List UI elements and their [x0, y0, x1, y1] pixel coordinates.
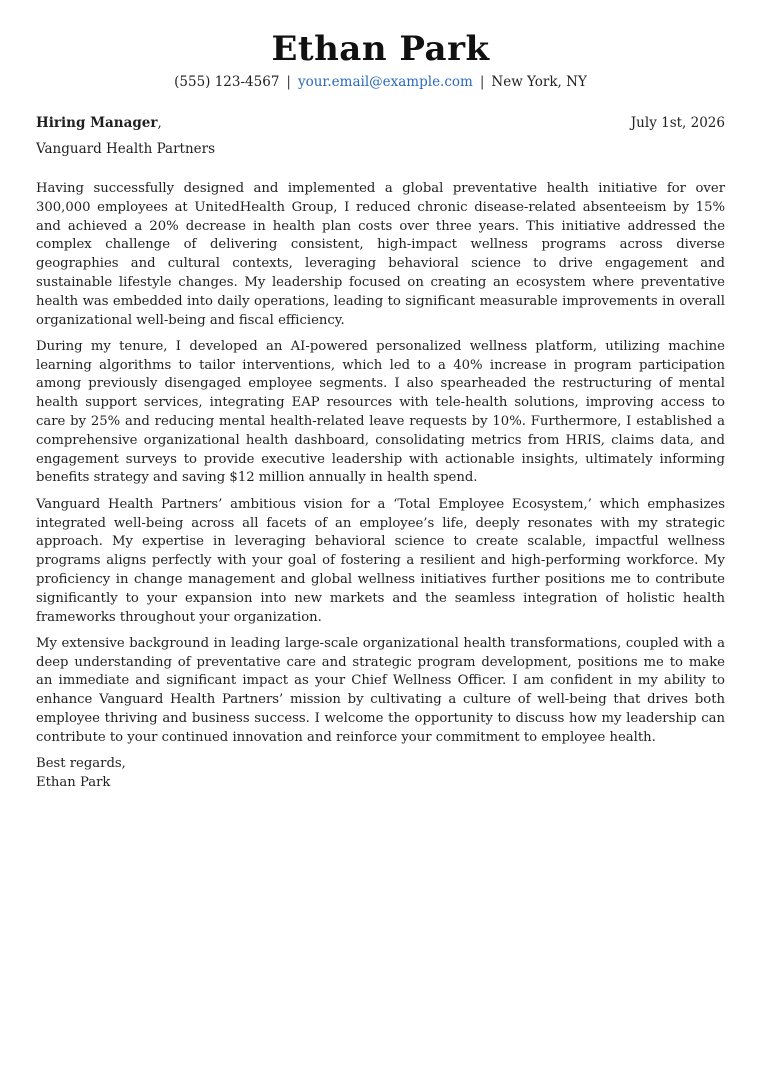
body-paragraph: During my tenure, I developed an AI-powered personalized wellness platform, utilizing machine learning algorithms to tailor interventions, which led to a 40% increase in program participation among previously disengaged employee segments. I also spearheaded the restructuring of mental health support services, integrating EAP resources with tele-health solutions, improving access to care by 25% and reducing mental health-related leave requests by 10%. Furthermore, I established a comprehensive organizational health dashboard, consolidating metrics from HRIS, claims data, and engagement surveys to provide executive leadership with actionable insights, ultimately informing benefits strategy and saving $12 million annually in health spend. [36, 338, 725, 486]
body-paragraph: My extensive background in leading large-scale organizational health transformations, coupled with a deep understanding of preventative care and strategic program development, positions me to make an immediate and significant impact as your Chief Wellness Officer. I am confident in my ability to enhance Vanguard Health Partners’ mission by cultivating a culture of well-being that drives both employee thriving and business success. I welcome the opportunity to discuss how my leadership can contribute to your continued innovation and reinforce your commitment to employee health. [36, 635, 725, 745]
location-text: New York, NY [491, 74, 587, 90]
recipient-row [36, 114, 725, 132]
letter-closing [36, 755, 725, 793]
valediction: Best regards, [36, 756, 126, 772]
letter-body [36, 180, 725, 793]
recipient-title-punctuation: , [157, 115, 162, 131]
contact-line [36, 73, 725, 91]
body-paragraph: Vanguard Health Partners’ ambitious vision for a ‘Total Employee Ecosystem,’ which emphasizes integrated well-being across all facets of an employee’s life, deeply resonates with my strategic approach. My expertise in leveraging behavioral science to create scalable, impactful wellness programs aligns perfectly with your goal of fostering a resilient and high-performing workforce. My proficiency in change management and global wellness initiatives further positions me to contribute significantly to your expansion into new markets and the seamless integration of holistic health frameworks throughout your organization. [36, 496, 725, 625]
recipient-title: Hiring Manager [36, 115, 158, 131]
contact-separator: | [286, 74, 291, 90]
phone-number: (555) 123-4567 [174, 74, 280, 90]
letter-date: July 1st, 2026 [630, 115, 725, 131]
body-paragraph: Having successfully designed and implemented a global preventative health initiative for over 300,000 employees at UnitedHealth Group, I reduced chronic disease-related absenteeism by 15% and achieved a 20% decrease in health plan costs over three years. This initiative addressed the complex challenge of delivering consistent, high-impact wellness programs across diverse geographies and cultural contexts, leveraging behavioral science to drive engagement and sustainable lifestyle changes. My leadership focused on creating an ecosystem where preventative health was embedded into daily operations, leading to significant measurable improvements in overall organizational well-being and fiscal efficiency. [36, 181, 725, 328]
applicant-name: Ethan Park [271, 29, 490, 69]
recipient-company: Vanguard Health Partners [36, 141, 216, 157]
signature-name: Ethan Park [36, 774, 111, 790]
email-link[interactable]: your.email@example.com [297, 74, 473, 90]
contact-separator: | [479, 74, 485, 90]
